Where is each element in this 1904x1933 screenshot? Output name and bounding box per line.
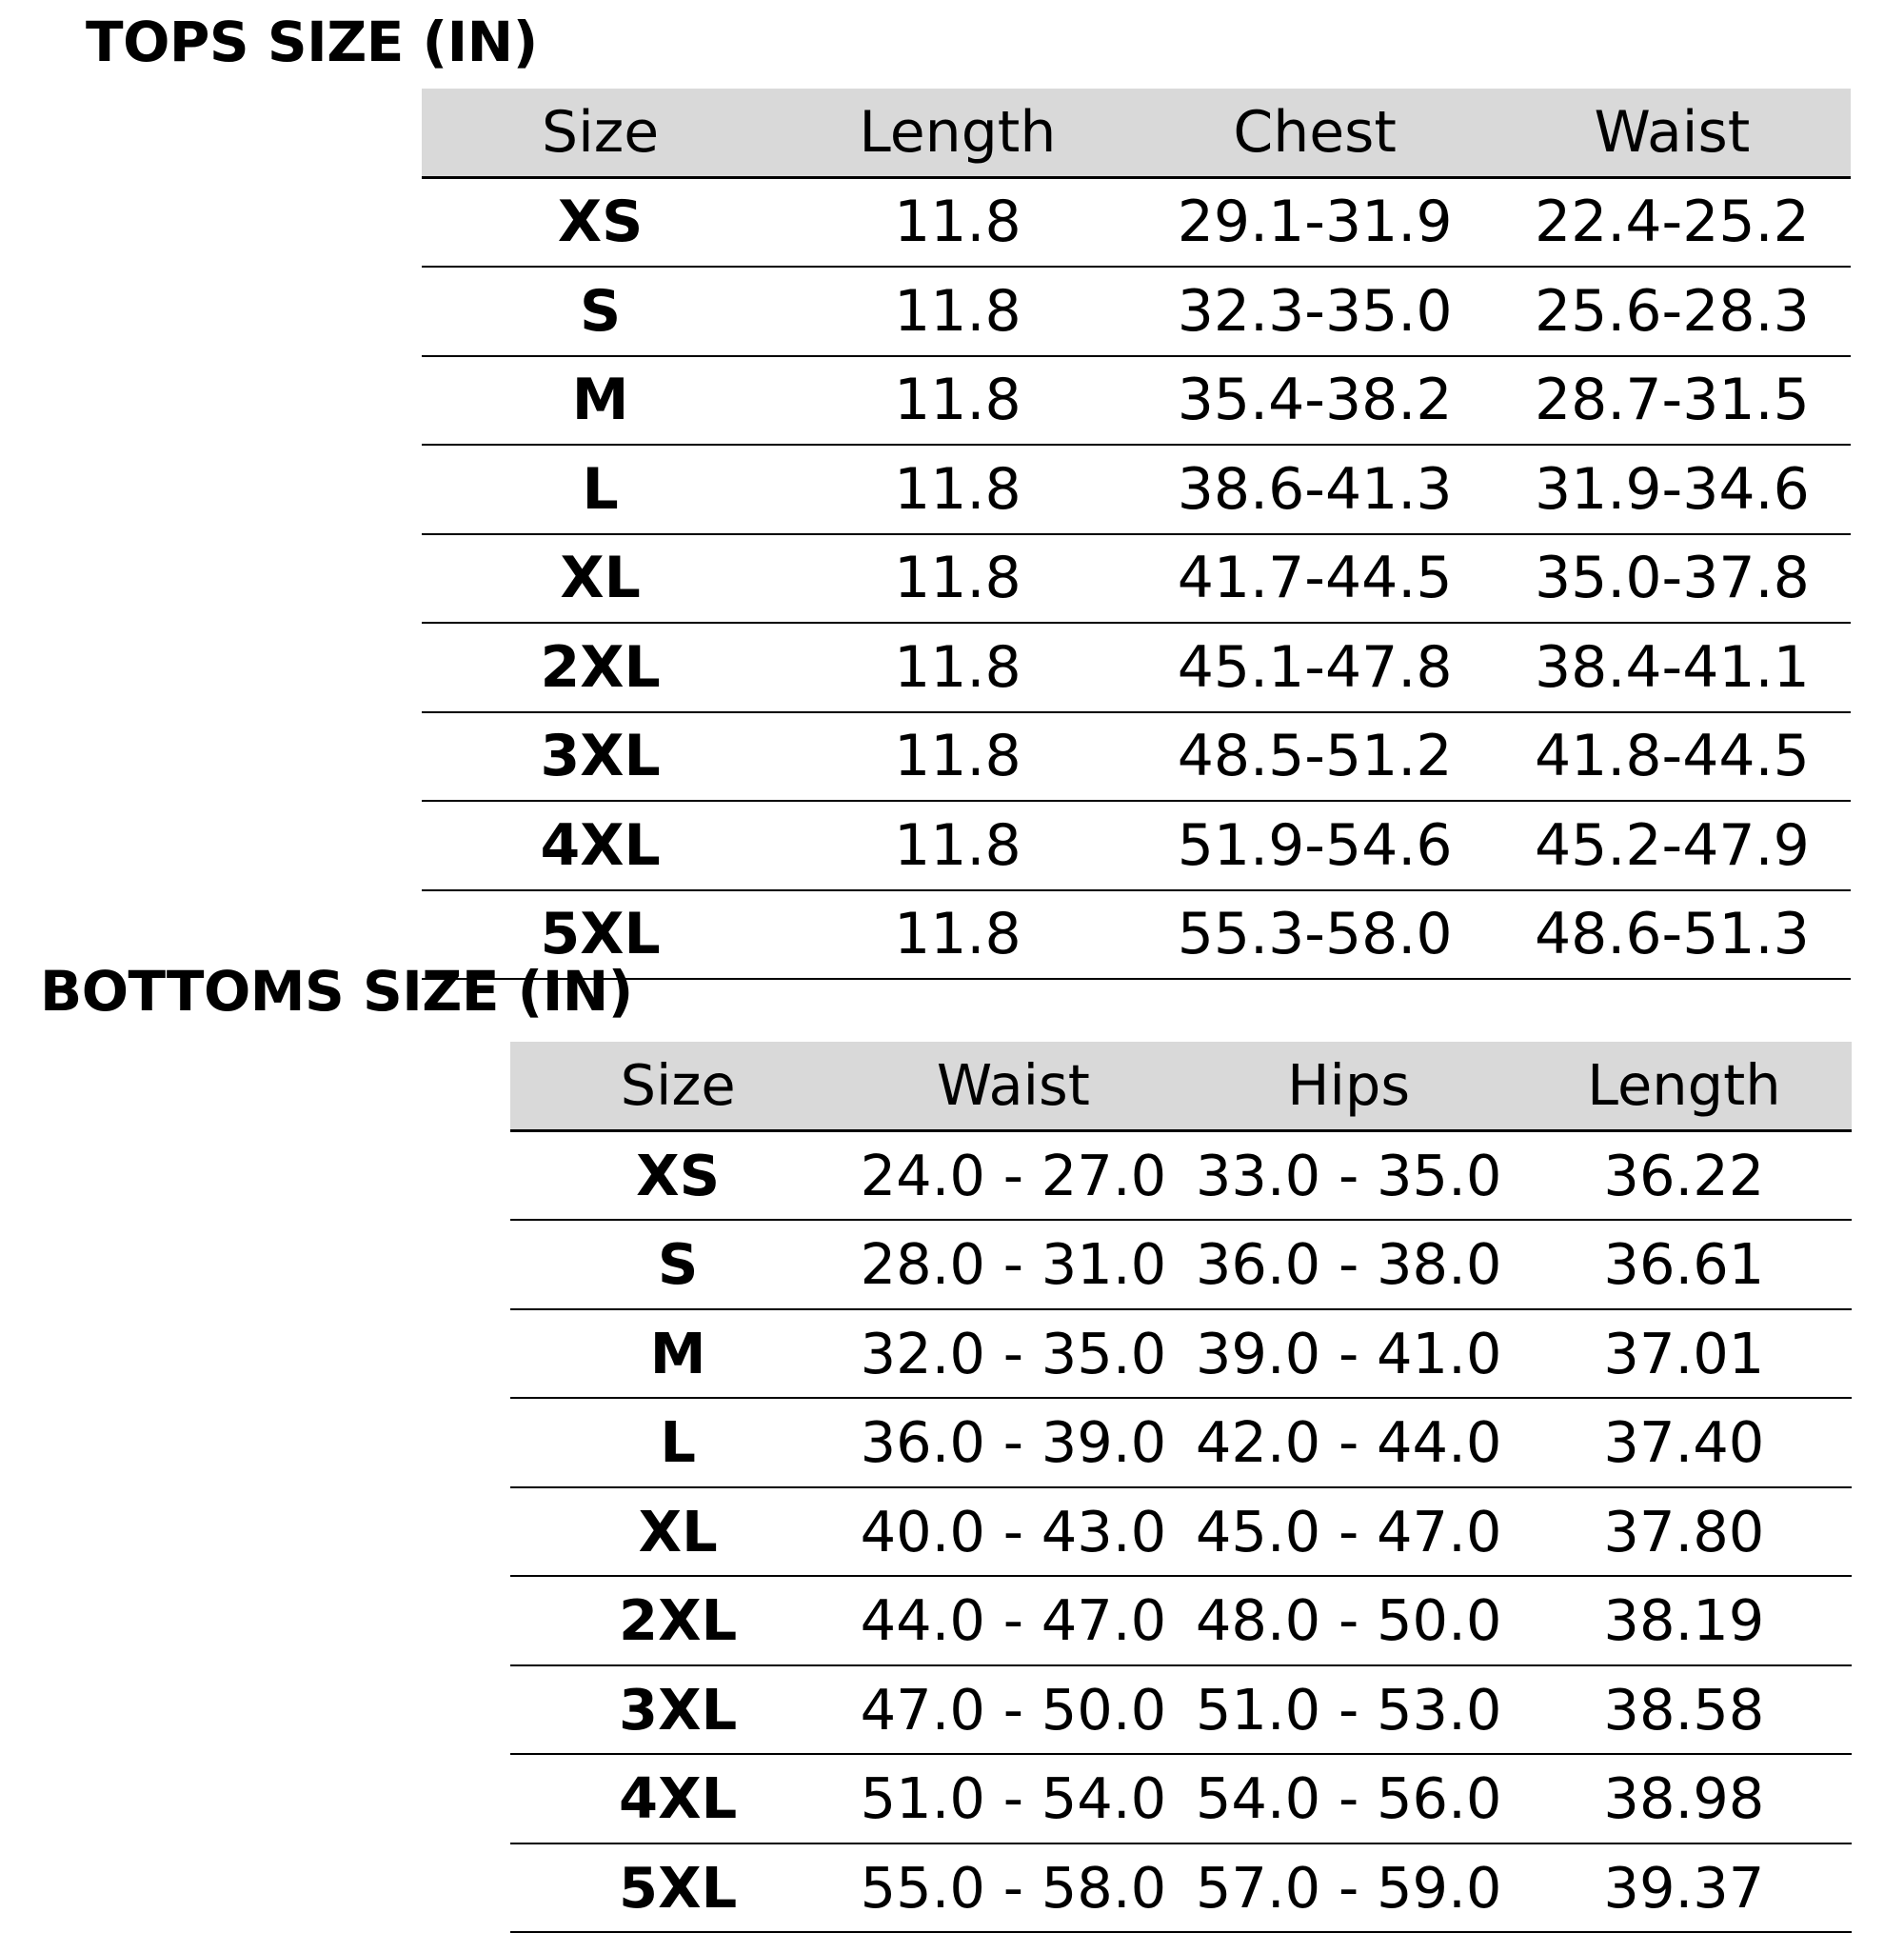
measurement-cell: 25.6-28.3 xyxy=(1494,267,1851,356)
measurement-cell: 11.8 xyxy=(779,801,1136,890)
table-row xyxy=(510,1398,1852,1487)
measurement-cell: 32.3-35.0 xyxy=(1137,267,1494,356)
table-header-row xyxy=(422,89,1851,177)
measurement-cell: 47.0 - 50.0 xyxy=(845,1665,1180,1755)
measurement-cell: 11.8 xyxy=(779,890,1136,980)
column-header: Size xyxy=(510,1042,845,1130)
column-header: Length xyxy=(779,89,1136,177)
table-row xyxy=(510,1130,1852,1220)
table-row xyxy=(422,445,1851,534)
table-row xyxy=(422,177,1851,267)
measurement-cell: 45.0 - 47.0 xyxy=(1181,1487,1517,1577)
measurement-cell: 24.0 - 27.0 xyxy=(845,1130,1180,1220)
column-header: Waist xyxy=(845,1042,1180,1130)
measurement-cell: 31.9-34.6 xyxy=(1494,445,1851,534)
measurement-cell: 36.0 - 39.0 xyxy=(845,1398,1180,1487)
column-header: Hips xyxy=(1181,1042,1517,1130)
bottoms-size-title: BOTTOMS SIZE (IN) xyxy=(40,959,633,1024)
size-cell: S xyxy=(422,267,779,356)
measurement-cell: 22.4-25.2 xyxy=(1494,177,1851,267)
table-row xyxy=(422,712,1851,802)
table-row xyxy=(510,1754,1852,1843)
size-cell: 2XL xyxy=(422,623,779,712)
column-header: Size xyxy=(422,89,779,177)
tops-size-table xyxy=(422,89,1851,980)
size-cell: 5XL xyxy=(422,890,779,980)
measurement-cell: 48.6-51.3 xyxy=(1494,890,1851,980)
size-cell: 5XL xyxy=(510,1843,845,1933)
measurement-cell: 32.0 - 35.0 xyxy=(845,1309,1180,1399)
bottoms-size-table xyxy=(510,1042,1852,1933)
size-cell: XS xyxy=(510,1130,845,1220)
size-cell: L xyxy=(510,1398,845,1487)
table-row xyxy=(422,267,1851,356)
size-cell: L xyxy=(422,445,779,534)
column-header: Waist xyxy=(1494,89,1851,177)
measurement-cell: 40.0 - 43.0 xyxy=(845,1487,1180,1577)
measurement-cell: 36.61 xyxy=(1517,1220,1852,1309)
size-cell: XL xyxy=(422,534,779,624)
measurement-cell: 39.37 xyxy=(1517,1843,1852,1933)
tops-size-title: TOPS SIZE (IN) xyxy=(86,10,538,74)
measurement-cell: 38.6-41.3 xyxy=(1137,445,1494,534)
measurement-cell: 39.0 - 41.0 xyxy=(1181,1309,1517,1399)
measurement-cell: 41.8-44.5 xyxy=(1494,712,1851,802)
table-row xyxy=(510,1487,1852,1577)
measurement-cell: 35.0-37.8 xyxy=(1494,534,1851,624)
table-row xyxy=(510,1220,1852,1309)
measurement-cell: 11.8 xyxy=(779,623,1136,712)
measurement-cell: 28.7-31.5 xyxy=(1494,356,1851,446)
measurement-cell: 11.8 xyxy=(779,445,1136,534)
table-row xyxy=(510,1309,1852,1399)
table-row xyxy=(510,1843,1852,1933)
measurement-cell: 28.0 - 31.0 xyxy=(845,1220,1180,1309)
size-cell: M xyxy=(422,356,779,446)
column-header: Chest xyxy=(1137,89,1494,177)
measurement-cell: 37.80 xyxy=(1517,1487,1852,1577)
measurement-cell: 29.1-31.9 xyxy=(1137,177,1494,267)
measurement-cell: 51.0 - 53.0 xyxy=(1181,1665,1517,1755)
table-row xyxy=(422,534,1851,624)
measurement-cell: 37.01 xyxy=(1517,1309,1852,1399)
table-row xyxy=(510,1665,1852,1755)
table-row xyxy=(422,801,1851,890)
table-row xyxy=(510,1576,1852,1665)
size-cell: 3XL xyxy=(510,1665,845,1755)
size-cell: M xyxy=(510,1309,845,1399)
measurement-cell: 11.8 xyxy=(779,177,1136,267)
column-header: Length xyxy=(1517,1042,1852,1130)
measurement-cell: 38.19 xyxy=(1517,1576,1852,1665)
measurement-cell: 51.0 - 54.0 xyxy=(845,1754,1180,1843)
measurement-cell: 55.0 - 58.0 xyxy=(845,1843,1180,1933)
table-header-row xyxy=(510,1042,1852,1130)
size-cell: S xyxy=(510,1220,845,1309)
size-cell: 2XL xyxy=(510,1576,845,1665)
measurement-cell: 41.7-44.5 xyxy=(1137,534,1494,624)
measurement-cell: 33.0 - 35.0 xyxy=(1181,1130,1517,1220)
size-cell: 4XL xyxy=(422,801,779,890)
size-cell: 4XL xyxy=(510,1754,845,1843)
measurement-cell: 54.0 - 56.0 xyxy=(1181,1754,1517,1843)
measurement-cell: 11.8 xyxy=(779,267,1136,356)
measurement-cell: 11.8 xyxy=(779,356,1136,446)
measurement-cell: 38.98 xyxy=(1517,1754,1852,1843)
table-row xyxy=(422,890,1851,980)
table-row xyxy=(422,356,1851,446)
measurement-cell: 45.2-47.9 xyxy=(1494,801,1851,890)
measurement-cell: 57.0 - 59.0 xyxy=(1181,1843,1517,1933)
size-cell: XS xyxy=(422,177,779,267)
measurement-cell: 38.4-41.1 xyxy=(1494,623,1851,712)
table-row xyxy=(422,623,1851,712)
measurement-cell: 11.8 xyxy=(779,712,1136,802)
measurement-cell: 37.40 xyxy=(1517,1398,1852,1487)
measurement-cell: 35.4-38.2 xyxy=(1137,356,1494,446)
measurement-cell: 38.58 xyxy=(1517,1665,1852,1755)
measurement-cell: 51.9-54.6 xyxy=(1137,801,1494,890)
measurement-cell: 11.8 xyxy=(779,534,1136,624)
measurement-cell: 36.22 xyxy=(1517,1130,1852,1220)
measurement-cell: 42.0 - 44.0 xyxy=(1181,1398,1517,1487)
measurement-cell: 45.1-47.8 xyxy=(1137,623,1494,712)
measurement-cell: 48.0 - 50.0 xyxy=(1181,1576,1517,1665)
measurement-cell: 44.0 - 47.0 xyxy=(845,1576,1180,1665)
measurement-cell: 48.5-51.2 xyxy=(1137,712,1494,802)
measurement-cell: 55.3-58.0 xyxy=(1137,890,1494,980)
measurement-cell: 36.0 - 38.0 xyxy=(1181,1220,1517,1309)
size-cell: XL xyxy=(510,1487,845,1577)
size-cell: 3XL xyxy=(422,712,779,802)
